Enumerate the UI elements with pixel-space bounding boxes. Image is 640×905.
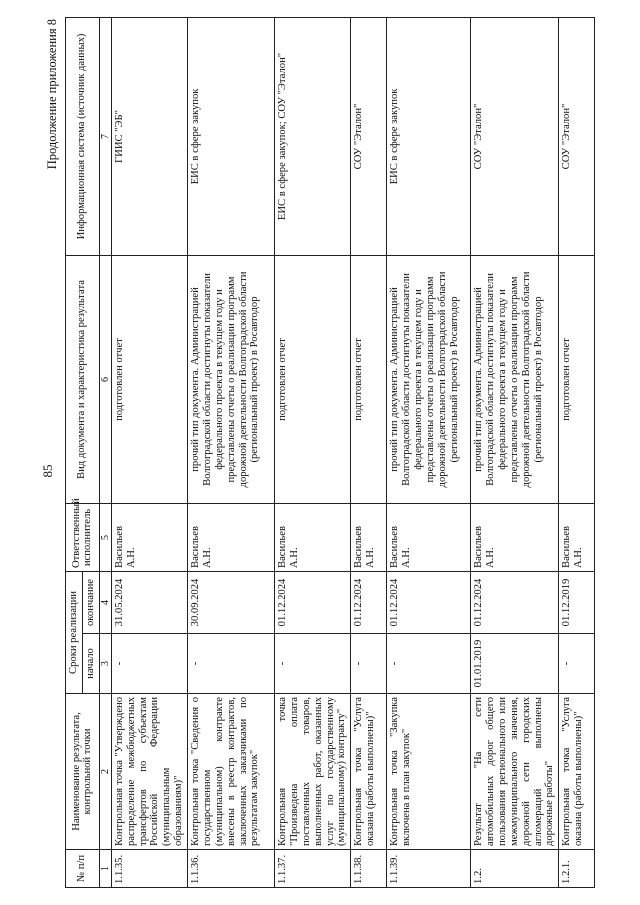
page-number: 85 [40,464,55,478]
table-row [351,18,387,888]
row-name: Контрольная точка "Услуга оказана (работы выполнены)" [559,694,595,850]
row-responsible: Васильев А.Н. [351,504,387,572]
continuation-label: Продолжение приложения 8 [45,19,59,170]
row-document: подготовлен отчет [351,256,387,504]
table-row [559,18,595,888]
row-number: 1.1.35. [111,850,187,888]
row-end: 01.12.2024 [351,572,387,634]
header-period: Сроки реализации [66,572,83,694]
table-row [275,18,351,888]
row-name: Контрольная точка "Сведения о государственном (муниципальном) контракте внесены в реестр контрактов, заключенных заказчиками по результатам закупок" [188,694,275,850]
row-document: прочий тип документа. Администрацией Волгоградской области достигнуты показатели федерального проекта в текущем году и представлены отчеты о реализации программ дорожной деятельности Волгоградской области (региональный проект) в Росавтодор [188,256,275,504]
row-responsible: Васильев А.Н. [111,504,187,572]
row-document: прочий тип документа. Администрацией Волгоградской области достигнуты показатели федерального проекта в текущем году и представлены отчеты о реализации программ дорожной деятельности Волгоградской области (региональный проект) в Росавтодор [387,256,471,504]
row-number: 1.2.1. [559,850,595,888]
header-system: Информационная система (источник данных) [66,18,100,256]
row-start: 01.01.2019 [471,634,559,694]
table-row [111,18,187,888]
row-responsible: Васильев А.Н. [188,504,275,572]
row-start: - [275,634,351,694]
row-document: прочий тип документа. Администрацией Волгоградской области достигнуты показатели федерального проекта в текущем году и представлены отчеты о реализации программ дорожной деятельности Волгоградской области (региональный проект) в Росавтодор [471,256,559,504]
row-system: СОУ "Эталон" [351,18,387,256]
column-number: 6 [99,256,111,504]
results-table [65,17,595,888]
header-num: № п/п [66,850,100,888]
row-system: СОУ "Эталон" [559,18,595,256]
column-number: 3 [99,634,111,694]
row-responsible: Васильев А.Н. [559,504,595,572]
row-number: 1.1.36. [188,850,275,888]
row-start: - [351,634,387,694]
column-number: 4 [99,572,111,634]
row-name: Контрольная точка "Произведена оплата поставленных товаров, выполненных работ, оказанных услуг по государственному (муниципальному) контракту" [275,694,351,850]
row-end: 30.09.2024 [188,572,275,634]
column-number: 5 [99,504,111,572]
row-end: 01.12.2024 [275,572,351,634]
row-number: 1.1.38. [351,850,387,888]
row-responsible: Васильев А.Н. [275,504,351,572]
row-end: 31.05.2024 [111,572,187,634]
header-end: окончание [82,572,99,634]
table-row [188,18,275,888]
row-start: - [188,634,275,694]
row-name: Контрольная точка "Услуга оказана (работы выполнены)" [351,694,387,850]
header-name: Наименование результата, контрольной точки [66,694,100,850]
row-start: - [559,634,595,694]
column-number: 1 [99,850,111,888]
row-system: ЕИС в сфере закупок; СОУ "Эталон" [275,18,351,256]
column-number: 7 [99,18,111,256]
row-number: 1.2. [471,850,559,888]
row-responsible: Васильев А.Н. [471,504,559,572]
row-system: ЕИС в сфере закупок [387,18,471,256]
table-frame [45,15,600,890]
rotated-page-content [45,15,600,890]
row-start: - [111,634,187,694]
row-name: Результат "На сети автомобильных дорог общего пользования регионального или межмуниципального значения, дорожной сети городских агломераций выполнены дорожные работы" [471,694,559,850]
row-end: 01.12.2024 [471,572,559,634]
row-number: 1.1.37. [275,850,351,888]
row-document: подготовлен отчет [559,256,595,504]
column-number: 2 [99,694,111,850]
row-end: 01.12.2024 [387,572,471,634]
row-system: ГИИС "ЭБ" [111,18,187,256]
row-end: 01.12.2019 [559,572,595,634]
row-name: Контрольная точка "Закупка включена в план закупок" [387,694,471,850]
row-system: СОУ "Эталон" [471,18,559,256]
row-responsible: Васильев А.Н. [387,504,471,572]
header-document: Вид документа и характеристика результата [66,256,100,504]
row-name: Контрольная точка "Утверждено распределение межбюджетных трансфертов по субъектам Российской Федерации (муниципальным образованиям)" [111,694,187,850]
table-row [387,18,471,888]
row-number: 1.1.39. [387,850,471,888]
row-system: ЕИС в сфере закупок [188,18,275,256]
table-row [471,18,559,888]
header-responsible: Ответственный исполнитель [66,504,100,572]
header-start: начало [82,634,99,694]
row-document: подготовлен отчет [275,256,351,504]
row-document: подготовлен отчет [111,256,187,504]
row-start: - [387,634,471,694]
